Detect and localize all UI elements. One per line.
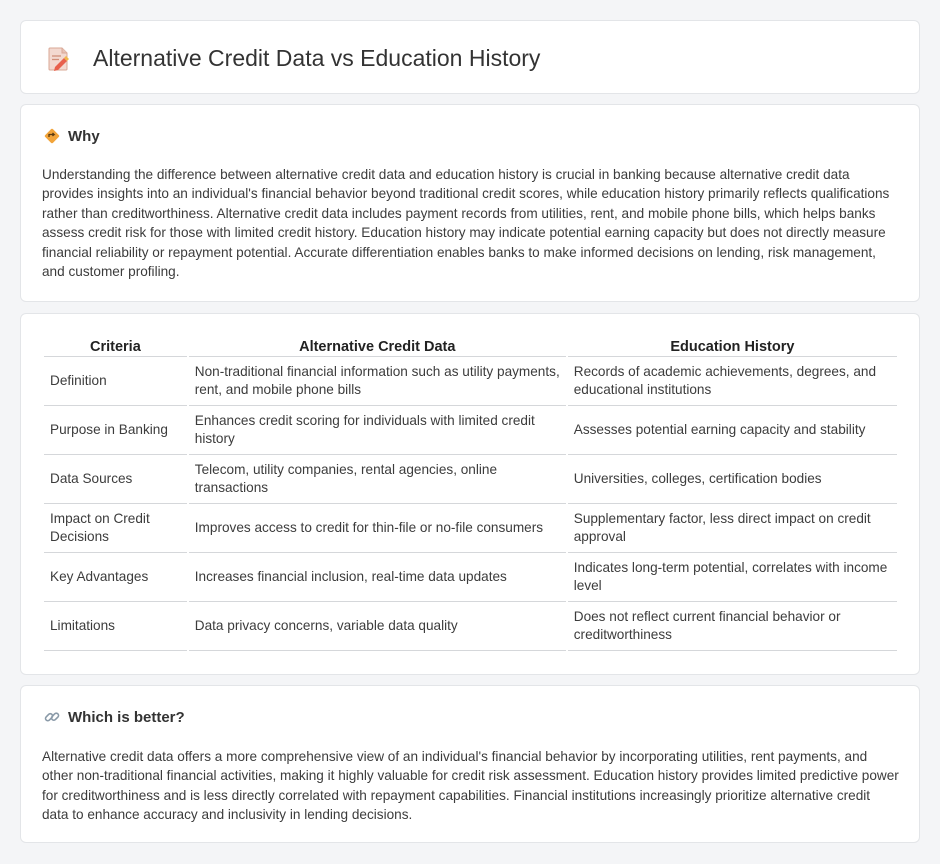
diamond-signpost-icon — [43, 127, 61, 145]
alternative-credit-cell: Telecom, utility companies, rental agencies, online transactions — [189, 455, 566, 504]
education-history-cell: Supplementary factor, less direct impact on credit approval — [568, 504, 897, 553]
header-criteria: Criteria — [44, 337, 187, 357]
education-history-cell: Indicates long-term potential, correlates with income level — [568, 553, 897, 602]
education-history-cell: Does not reflect current financial behavior or creditworthiness — [568, 602, 897, 651]
criteria-cell: Data Sources — [44, 455, 187, 504]
criteria-cell: Definition — [44, 357, 187, 406]
title-row — [47, 45, 540, 72]
education-history-cell: Universities, colleges, certification bodies — [568, 455, 897, 504]
table-row — [44, 602, 897, 651]
criteria-cell: Limitations — [44, 602, 187, 651]
alternative-credit-cell: Data privacy concerns, variable data quality — [189, 602, 566, 651]
comparison-card — [20, 313, 920, 675]
criteria-cell: Impact on Credit Decisions — [44, 504, 187, 553]
criteria-cell: Key Advantages — [44, 553, 187, 602]
table-row — [44, 504, 897, 553]
header-education-history: Education History — [568, 337, 897, 357]
education-history-cell: Records of academic achievements, degrees, and educational institutions — [568, 357, 897, 406]
alternative-credit-cell: Improves access to credit for thin-file or no-file consumers — [189, 504, 566, 553]
link-icon — [43, 708, 61, 726]
comparison-table — [42, 337, 899, 651]
why-heading — [43, 127, 100, 145]
why-card — [20, 104, 920, 302]
table-row — [44, 406, 897, 455]
alternative-credit-cell: Increases financial inclusion, real-time data updates — [189, 553, 566, 602]
why-text: Understanding the difference between alternative credit data and education history is crucial in banking because alternative credit data provides insights into an individual's financial behavior beyond traditional credit scores, while education history primarily reflects qualifications rather than creditworthiness. Alternative credit data includes payment records from utilities, rent, and mobile phone bills, which helps banks assess credit risk for those with limited credit history. Education history may indicate potential earning capacity but does not directly measure financial reliability or repayment potential. Accurate differentiation enables banks to make informed decisions on lending, risk management, and customer profiling. — [42, 167, 890, 280]
alternative-credit-cell: Non-traditional financial information such as utility payments, rent, and mobile phone bills — [189, 357, 566, 406]
alternative-credit-cell: Enhances credit scoring for individuals with limited credit history — [189, 406, 566, 455]
criteria-cell: Purpose in Banking — [44, 406, 187, 455]
document-pencil-icon — [47, 46, 71, 72]
page-title: Alternative Credit Data vs Education History — [93, 45, 541, 71]
why-title: Why — [68, 127, 100, 145]
better-text: Alternative credit data offers a more comprehensive view of an individual's financial behavior by incorporating utilities, rent payments, and other non-traditional financial activities, making it highly valuable for credit risk assessment. Education history provides limited predictive power for creditworthiness and is less directly correlated with repayment capabilities. Financial institutions increasingly prioritize alternative credit data to enhance accuracy and inclusivity in lending decisions. — [42, 749, 899, 823]
better-card — [20, 685, 920, 843]
table-row — [44, 357, 897, 406]
table-row — [44, 455, 897, 504]
better-title: Which is better? — [68, 708, 185, 726]
better-heading — [43, 708, 185, 726]
header-alternative-credit-data: Alternative Credit Data — [189, 337, 566, 357]
table-row — [44, 553, 897, 602]
education-history-cell: Assesses potential earning capacity and stability — [568, 406, 897, 455]
table-header-row — [44, 337, 897, 357]
header-card — [20, 20, 920, 94]
